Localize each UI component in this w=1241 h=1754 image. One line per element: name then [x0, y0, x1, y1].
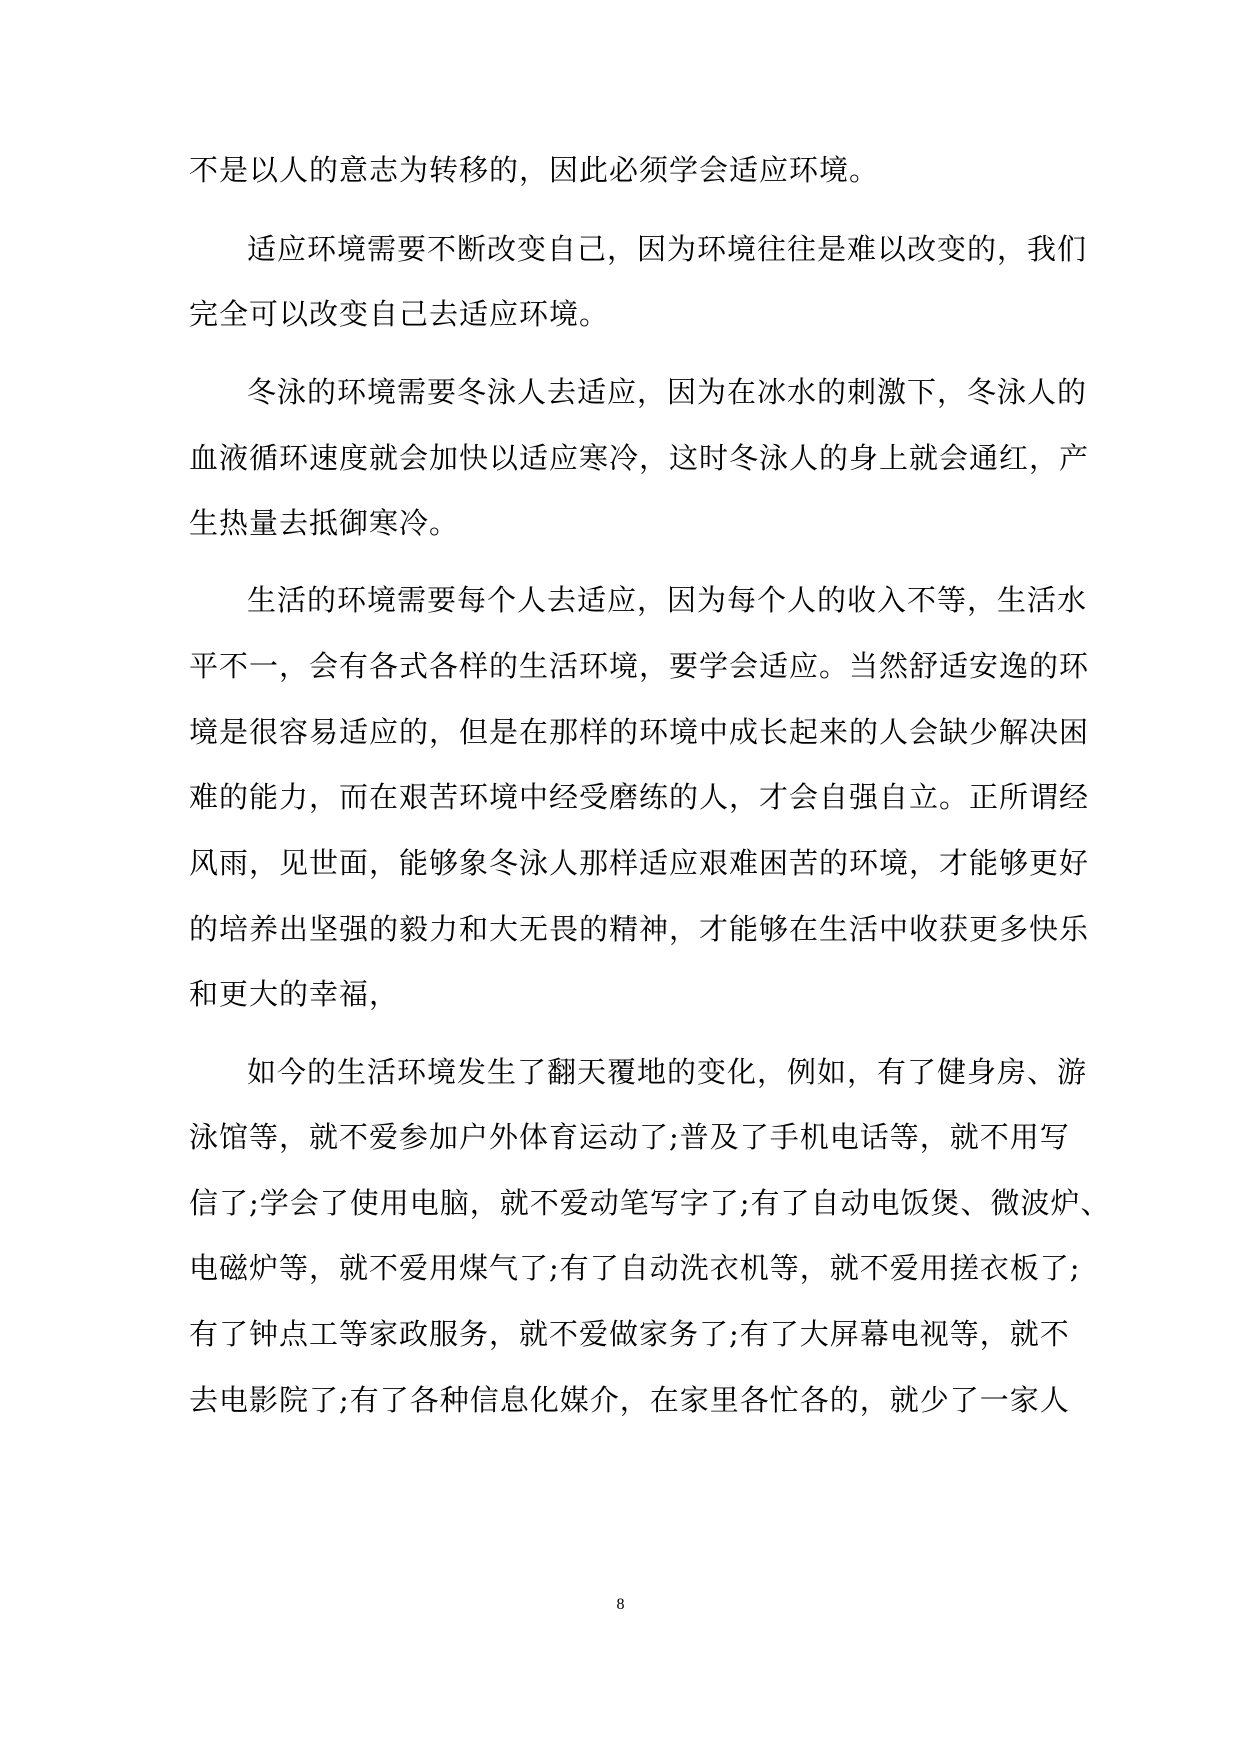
- paragraph-first-line: 如今的生活环境发生了翻天覆地的变化，例如，有了健身房、游: [247, 1055, 1088, 1089]
- text-line: 有了钟点工等家政服务，就不爱做家务了;有了大屏幕电视等，就不: [189, 1317, 1070, 1351]
- text-line: 生热量去抵御寒冷。: [189, 506, 460, 540]
- text-line: 不是以人的意志为转移的，因此必须学会适应环境。: [189, 153, 880, 187]
- text-line: 风雨，见世面，能够象冬泳人那样适应艰难困苦的环境，才能够更好: [189, 846, 1090, 880]
- text-line: 去电影院了;有了各种信息化媒介，在家里各忙各的，就少了一家人: [189, 1383, 1070, 1417]
- text-line: 的培养出坚强的毅力和大无畏的精神，才能够在生活中收获更多快乐: [189, 912, 1090, 946]
- text-line: 泳馆等，就不爱参加户外体育运动了;普及了手机电话等，就不用写: [189, 1120, 1070, 1154]
- text-line: 血液循环速度就会加快以适应寒冷，这时冬泳人的身上就会通红，产: [189, 441, 1090, 475]
- paragraph-first-line: 适应环境需要不断改变自己，因为环境往往是难以改变的，我们: [247, 232, 1088, 266]
- paragraph-first-line: 冬泳的环境需要冬泳人去适应，因为在冰水的刺激下，冬泳人的: [247, 375, 1088, 409]
- text-line: 电磁炉等，就不爱用煤气了;有了自动洗衣机等，就不爱用搓衣板了;: [189, 1251, 1081, 1285]
- paragraph-first-line: 生活的环境需要每个人去适应，因为每个人的收入不等，生活水: [247, 583, 1088, 617]
- text-line: 信了;学会了使用电脑，就不爱动笔写字了;有了自动电饭煲、微波炉、: [189, 1186, 1111, 1220]
- page-number: 8: [616, 1596, 625, 1613]
- text-line: 境是很容易适应的，但是在那样的环境中成长起来的人会缺少解决困: [189, 715, 1090, 749]
- text-line: 完全可以改变自己去适应环境。: [189, 297, 610, 331]
- text-line: 和更大的幸福，: [189, 977, 400, 1011]
- text-line: 难的能力，而在艰苦环境中经受磨练的人，才会自强自立。正所谓经: [189, 780, 1090, 814]
- text-line: 平不一，会有各式各样的生活环境，要学会适应。当然舒适安逸的环: [189, 649, 1090, 683]
